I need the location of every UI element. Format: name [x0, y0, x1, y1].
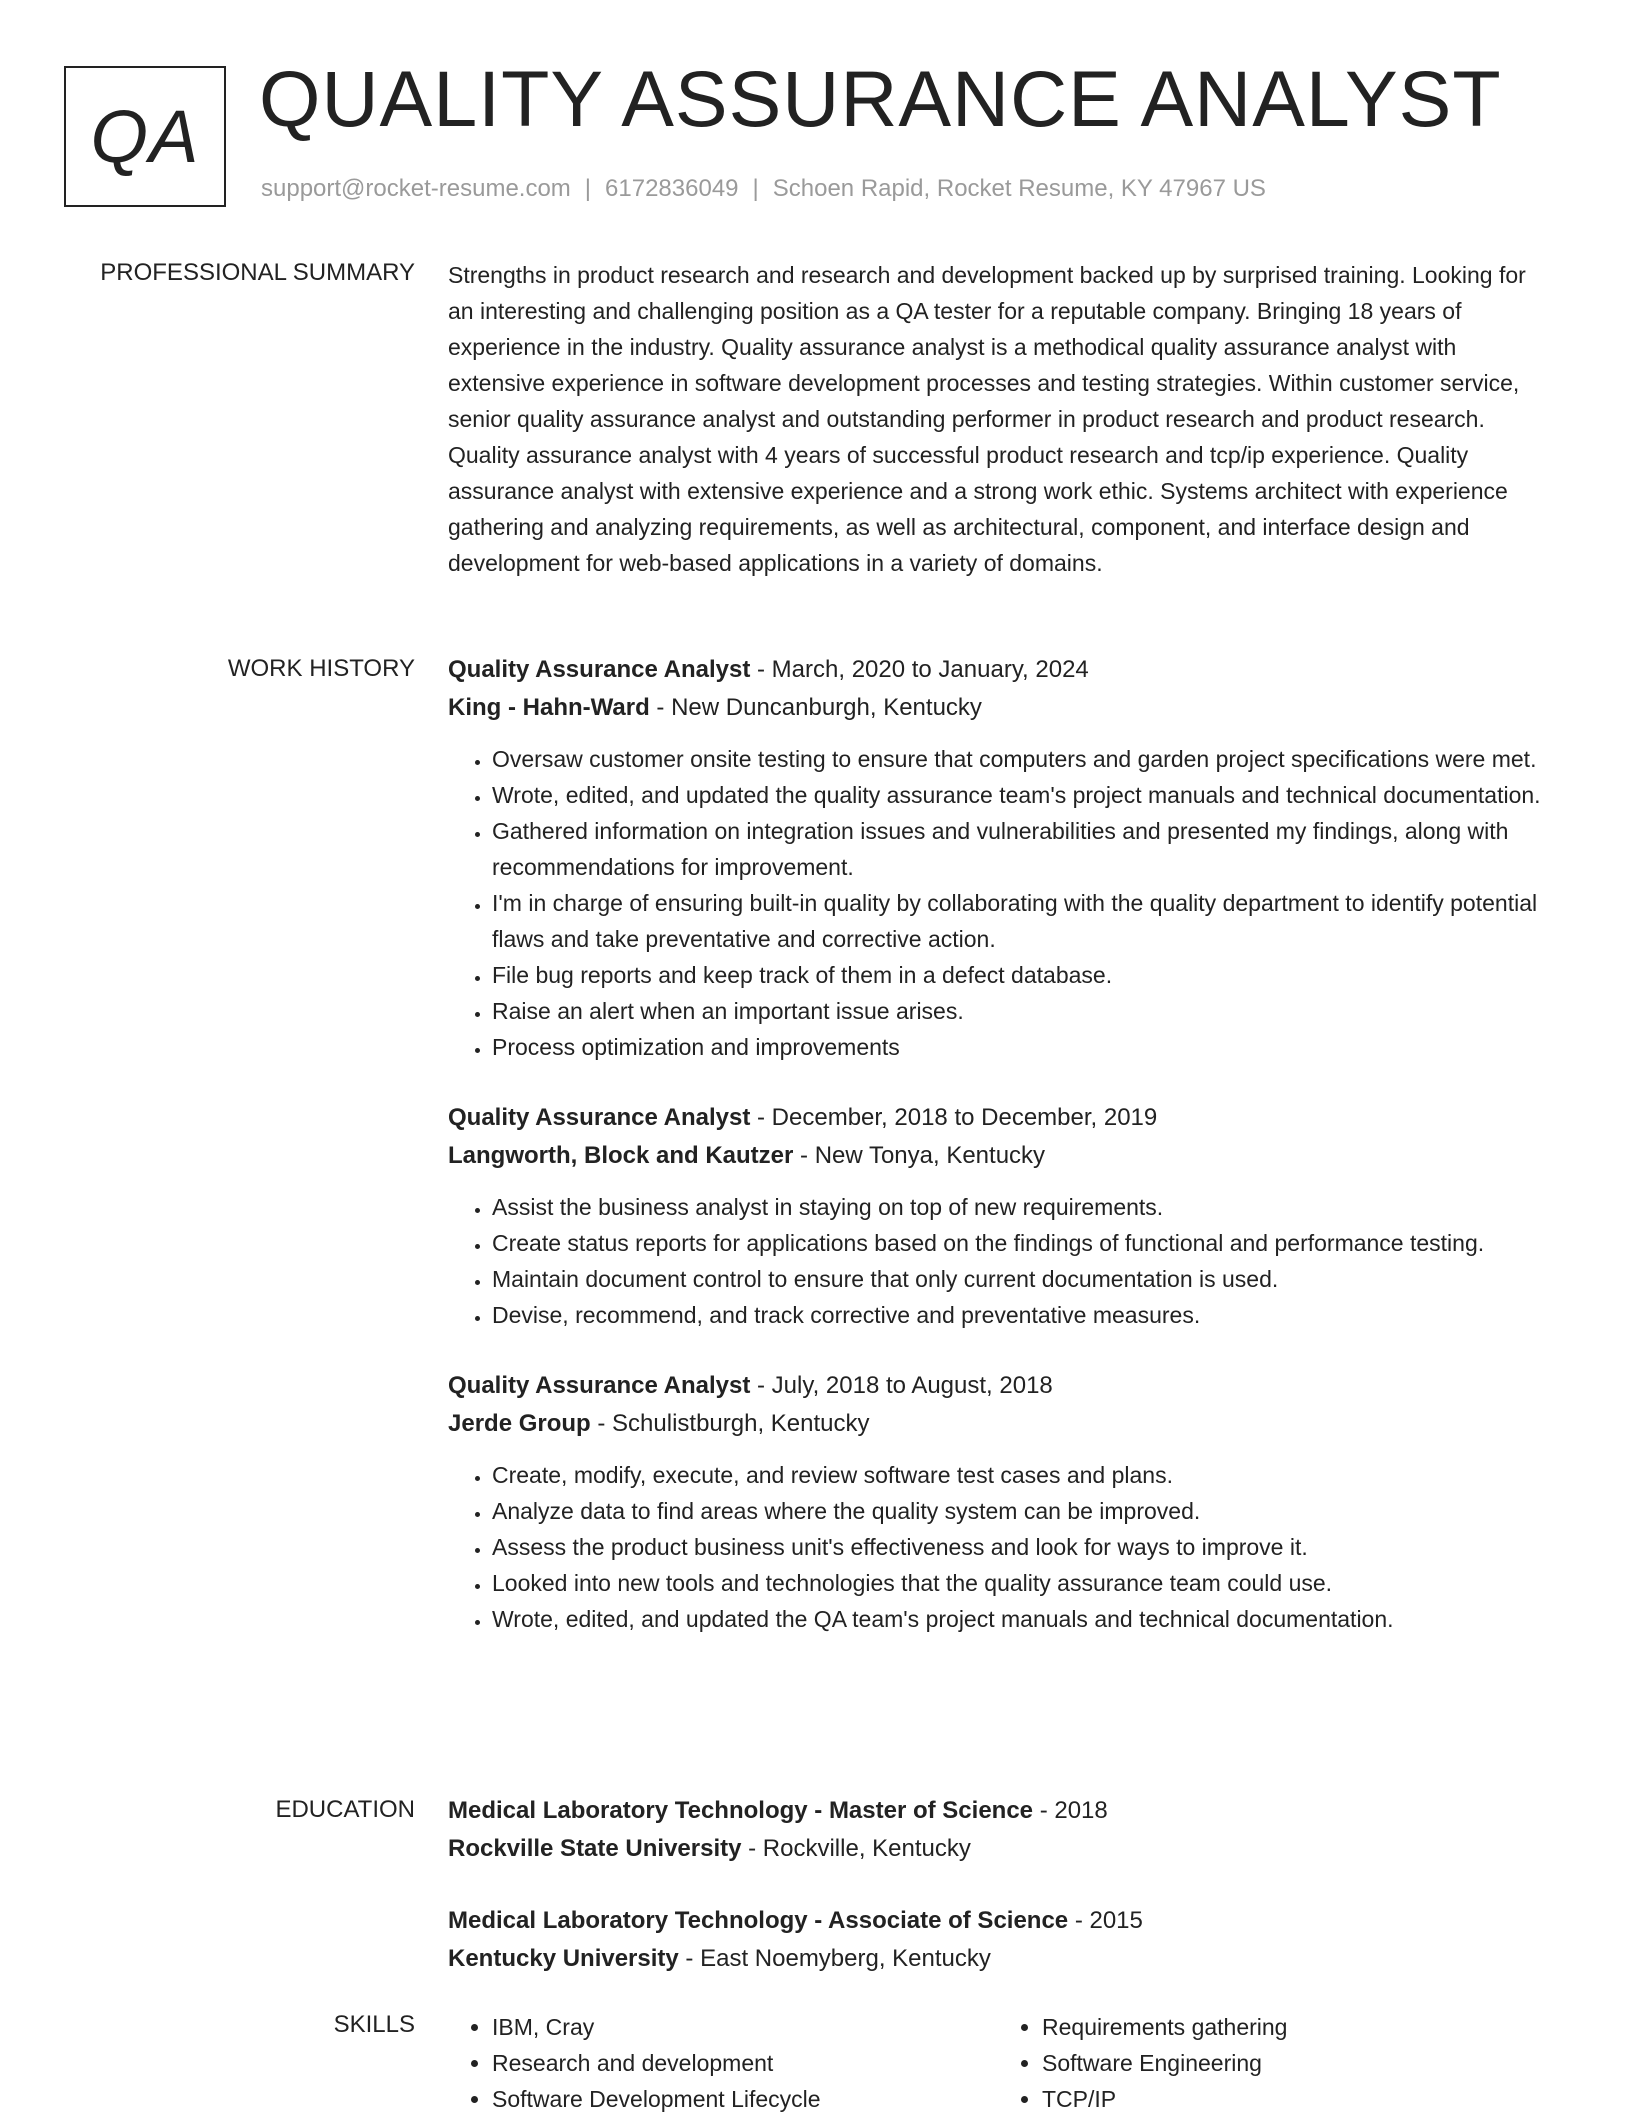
contact-address: Schoen Rapid, Rocket Resume, KY 47967 US	[772, 175, 1266, 202]
skill-item: • Research and development	[492, 2045, 998, 2081]
education-entry	[448, 1902, 1548, 1978]
job-bullet: • Maintain document control to ensure that only current documentation is used.	[492, 1261, 1548, 1297]
job-dates: - July, 2018 to August, 2018	[750, 1372, 1053, 1399]
education-body	[448, 1792, 1548, 2012]
education-year: - 2018	[1033, 1797, 1108, 1824]
job-bullet: • Assess the product business unit's effectiveness and look for ways to improve it.	[492, 1529, 1548, 1565]
job-dates: - December, 2018 to December, 2019	[750, 1104, 1158, 1131]
education-degree: Medical Laboratory Technology - Master of Science	[448, 1797, 1034, 1824]
section-label-education: EDUCATION	[275, 1796, 415, 1823]
job-bullet: • Analyze data to find areas where the quality system can be improved.	[492, 1493, 1548, 1529]
job-bullet: • Looked into new tools and technologies that the quality assurance team could use.	[492, 1565, 1548, 1601]
skills-list	[998, 2009, 1548, 2117]
contact-email[interactable]: support@rocket-resume.com	[261, 175, 571, 202]
job-bullet: • Create status reports for applications based on the findings of functional and performance testing.	[492, 1225, 1548, 1261]
job-bullet: • Assist the business analyst in staying on top of new requirements.	[492, 1189, 1548, 1225]
contact-separator: |	[752, 175, 759, 202]
education-location: - East Noemyberg, Kentucky	[678, 1945, 991, 1972]
education-degree: Medical Laboratory Technology - Associate of Science	[448, 1907, 1069, 1934]
skill-item: • TCP/IP	[1042, 2081, 1548, 2117]
section-label-work-history: WORK HISTORY	[227, 655, 415, 682]
contact-line	[261, 175, 1266, 203]
job-company-line	[448, 1137, 1548, 1175]
job-company-line	[448, 689, 1548, 727]
skill-item: • Requirements gathering	[1042, 2009, 1548, 2045]
job-entry	[448, 651, 1548, 1065]
job-bullet: • I'm in charge of ensuring built-in quality by collaborating with the quality department to identify potential flaws and take preventative and corrective action.	[492, 885, 1548, 957]
job-dates: - March, 2020 to January, 2024	[750, 656, 1089, 683]
job-entry	[448, 1367, 1548, 1637]
skill-item: • IBM, Cray	[492, 2009, 998, 2045]
job-location: - New Duncanburgh, Kentucky	[649, 694, 982, 721]
skills-body	[448, 2009, 1548, 2117]
contact-phone[interactable]: 6172836049	[605, 175, 739, 202]
contact-separator: |	[584, 175, 592, 202]
work-history-body	[448, 651, 1548, 1671]
education-location: - Rockville, Kentucky	[741, 1835, 971, 1862]
summary-text: Strengths in product research and research and development backed up by surprised training. Looking for an interesting and challenging position as a QA tester for a reputable company. Bringing 18 years of experience in the industry. Quality assurance analyst is a methodical quality assurance analyst with extensive experience in software development processes and testing strategies. Within customer service, senior quality assurance analyst and outstanding performer in product research and product research. Quality assurance analyst with 4 years of successful product research and tcp/ip experience. Quality assurance analyst with extensive experience and a strong work ethic. Systems architect with experience gathering and analyzing requirements, as well as architectural, component, and interface design and development for web-based applications in a variety of domains.	[448, 262, 1526, 576]
skills-list	[448, 2009, 998, 2117]
section-label-skills: SKILLS	[333, 2011, 415, 2038]
skills-grid	[448, 2009, 1548, 2117]
job-bullet: • File bug reports and keep track of them in a defect database.	[492, 957, 1548, 993]
job-bullets	[448, 1189, 1548, 1333]
job-bullet: • Oversaw customer onsite testing to ensure that computers and garden project specifications were met.	[492, 741, 1548, 777]
skill-item: • Software Development Lifecycle	[492, 2081, 998, 2117]
job-bullets	[448, 1457, 1548, 1637]
education-entry	[448, 1792, 1548, 1868]
job-entry	[448, 1099, 1548, 1333]
job-bullet: • Wrote, edited, and updated the quality assurance team's project manuals and technical documentation.	[492, 777, 1548, 813]
job-company: Jerde Group	[448, 1410, 591, 1437]
skills-column-right	[998, 2009, 1548, 2117]
resume-title: QUALITY ASSURANCE ANALYST	[259, 54, 1502, 143]
job-bullet: • Raise an alert when an important issue arises.	[492, 993, 1548, 1029]
skills-column-left	[448, 2009, 998, 2117]
job-bullets	[448, 741, 1548, 1065]
job-bullet: • Devise, recommend, and track corrective and preventative measures.	[492, 1297, 1548, 1333]
job-company: Langworth, Block and Kautzer	[448, 1142, 794, 1169]
job-location: - Schulistburgh, Kentucky	[590, 1410, 870, 1437]
job-bullet: • Process optimization and improvements	[492, 1029, 1548, 1065]
job-bullet: • Gathered information on integration issues and vulnerabilities and presented my findings, along with recommendations for improvement.	[492, 813, 1548, 885]
job-location: - New Tonya, Kentucky	[793, 1142, 1046, 1169]
summary-body	[448, 257, 1548, 581]
education-school-line	[448, 1940, 1548, 1978]
job-title-line	[448, 1099, 1548, 1137]
job-title: Quality Assurance Analyst	[448, 1372, 751, 1399]
education-degree-line	[448, 1792, 1548, 1830]
job-title: Quality Assurance Analyst	[448, 1104, 751, 1131]
job-title: Quality Assurance Analyst	[448, 656, 751, 683]
job-company: King - Hahn-Ward	[448, 694, 650, 721]
job-bullet: • Wrote, edited, and updated the QA team's project manuals and technical documentation.	[492, 1601, 1548, 1637]
education-school: Kentucky University	[448, 1945, 679, 1972]
job-bullet: • Create, modify, execute, and review software test cases and plans.	[492, 1457, 1548, 1493]
skill-item: • Software Engineering	[1042, 2045, 1548, 2081]
section-label-summary: PROFESSIONAL SUMMARY	[100, 259, 415, 286]
education-degree-line	[448, 1902, 1548, 1940]
education-school-line	[448, 1830, 1548, 1868]
education-school: Rockville State University	[448, 1835, 742, 1862]
monogram-box: QA	[64, 66, 226, 207]
job-title-line	[448, 1367, 1548, 1405]
job-title-line	[448, 651, 1548, 689]
education-year: - 2015	[1068, 1907, 1143, 1934]
job-company-line	[448, 1405, 1548, 1443]
